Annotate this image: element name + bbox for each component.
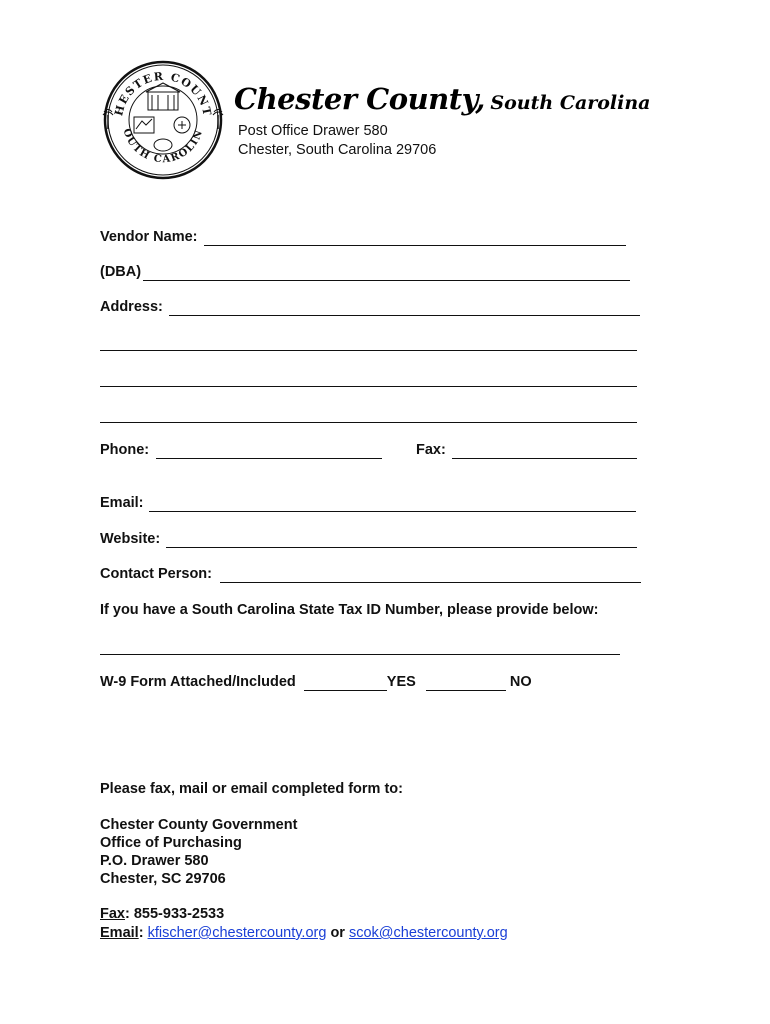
org-line-1: Chester County Government xyxy=(100,817,298,833)
w9-label: W-9 Form Attached/Included xyxy=(100,674,296,690)
fax-contact-label: Fax xyxy=(100,906,125,922)
seal-top-text: HESTER COUNT xyxy=(112,69,214,118)
website-label: Website: xyxy=(100,531,161,547)
contact-person-label: Contact Person: xyxy=(100,566,212,582)
tax-id-field[interactable] xyxy=(100,654,620,655)
send-instruction: Please fax, mail or email completed form to: xyxy=(100,781,403,797)
dba-field[interactable] xyxy=(143,280,630,281)
email-link-kfischer[interactable]: kfischer@chestercounty.org xyxy=(147,925,327,941)
seal-bottom-text: OUTH CAROLIN xyxy=(120,127,206,166)
email-contact xyxy=(100,925,508,941)
address-label: Address: xyxy=(100,299,163,315)
address-line-2: Chester, South Carolina 29706 xyxy=(238,142,437,158)
org-line-3: P.O. Drawer 580 xyxy=(100,853,209,869)
w9-no-field[interactable] xyxy=(426,674,506,691)
fax-contact xyxy=(100,906,224,922)
email-colon: : xyxy=(138,925,144,941)
website-field[interactable] xyxy=(166,547,637,548)
fax-label: Fax: xyxy=(416,442,446,458)
org-line-2: Office of Purchasing xyxy=(100,835,242,851)
address-field-4[interactable] xyxy=(100,422,637,423)
address-field-3[interactable] xyxy=(100,386,637,387)
email-label: Email: xyxy=(100,495,144,511)
email-or: or xyxy=(326,925,349,941)
phone-label: Phone: xyxy=(100,442,150,458)
county-seal xyxy=(100,55,226,185)
tax-id-prompt: If you have a South Carolina State Tax ID Number, please provide below: xyxy=(100,602,599,618)
w9-no-label: NO xyxy=(509,674,532,690)
org-line-4: Chester, SC 29706 xyxy=(100,871,226,887)
email-field[interactable] xyxy=(149,511,636,512)
w9-yes-label: YES xyxy=(386,674,416,690)
w9-yes-field[interactable] xyxy=(304,674,387,691)
email-contact-label: Email xyxy=(100,925,139,941)
address-field-2[interactable] xyxy=(100,350,637,351)
address-line-1: Post Office Drawer 580 xyxy=(238,123,388,139)
page-title xyxy=(234,82,651,116)
w9-row xyxy=(100,674,532,691)
vendor-name-field[interactable] xyxy=(204,245,626,246)
phone-field[interactable] xyxy=(156,458,382,459)
title-main: Chester County, xyxy=(234,82,485,116)
title-sub: South Carolina xyxy=(490,92,651,114)
fax-field[interactable] xyxy=(452,458,637,459)
dba-label: (DBA) xyxy=(100,264,142,280)
address-field-1[interactable] xyxy=(169,315,640,316)
email-link-scok[interactable]: scok@chestercounty.org xyxy=(348,925,508,941)
fax-contact-value: : 855-933-2533 xyxy=(125,906,225,922)
vendor-name-label: Vendor Name: xyxy=(100,229,198,245)
contact-person-field[interactable] xyxy=(220,582,641,583)
